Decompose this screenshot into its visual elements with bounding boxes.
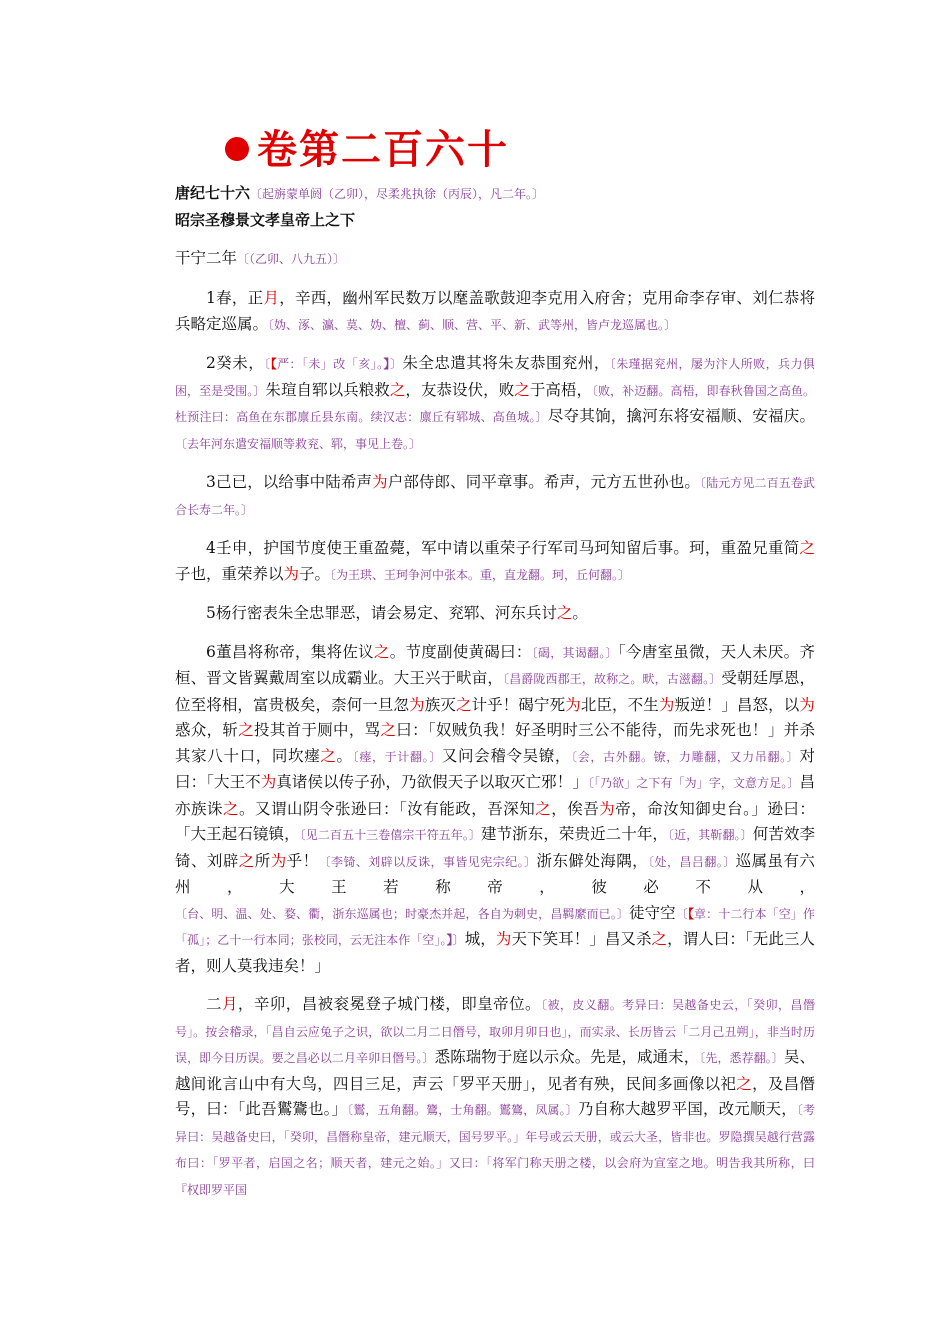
emperor-heading: 昭宗圣穆景文孝皇帝上之下 xyxy=(175,211,356,229)
chapter-title: 卷第二百六十 xyxy=(225,120,815,180)
paragraph-4: 4壬申，护国节度使王重盈薨，军中请以重荣子行军司马珂知留后事。珂，重盈兄重简之子也，重荣养以为子。〔为王珙、王珂争河中张本。重，直龙翻。珂，丘何翻。〕 xyxy=(175,539,815,583)
chronicle-heading: 唐纪七十六〔起旃蒙单阏（乙卯），尽柔兆执徐（丙辰），凡二年。〕 xyxy=(175,184,545,202)
paragraph-7: 二月，辛卯，昌被衮冕登子城门楼，即皇帝位。〔被，皮义翻。考异曰：吴越备史云，「癸卯，昌僭号」。按会稽录，「昌自云应兔子之识，欲以二月二日僭号，取卯月卯日也」，而实录、长历皆云「二月己丑朔」，非当时历误，即今日历误。要之昌必以二月辛卯日僭号。〕悉陈瑞物于庭以示众。先是，咸通末，〔先，悉荐翻。〕吴、越间讹言山中有大鸟，四目三足，声云「罗平天册」，见者有殃，民间多画像以祀之，及昌僭号，曰：「此吾鸑鷟也。」〔鸑，五角翻。鷟，士角翻。鸑鷟，凤属。〕乃自称大越罗平国，改元顺天，〔考异曰：吴越备史曰，「癸卯，昌僭称皇帝，建元顺天，国号罗平。」年号或云天册，或云大圣，皆非也。罗隐撰吴越行营露布曰：「罗平者，启国之名；顺天者，建元之始。」又曰：「将军门称天册之楼，以会府为宣室之地。明告我其所称，曰『权即罗平国 xyxy=(175,995,815,1197)
bullet-dot-icon xyxy=(225,137,249,161)
document-page xyxy=(175,120,815,1203)
paragraph-2: 2癸未，〔【严：「未」改「亥」。】〕朱全忠遣其将朱友恭围兖州，〔朱瑾据兖州，屡为汴人所败，兵力俱困，至是受围。〕朱瑄自郓以兵粮救之，友恭设伏，败之于高梧，〔败，补迈翻。高梧，即春秋鲁国之高鱼。杜预注曰：高鱼在东郡廪丘县东南。续汉志：廪丘有郓城、高鱼城。〕尽夺其饷，擒河东将安福顺、安福庆。〔去年河东遣安福顺等救兖、郓，事见上卷。〕 xyxy=(175,354,815,451)
paragraph-3: 3己已，以给事中陆希声为户部侍郎、同平章事。希声，元方五世孙也。〔陆元方见二百五卷武合长寿二年。〕 xyxy=(175,473,815,517)
paragraph-1: 1春，正月，辛西，幽州军民数万以麾盖歌鼓迎李克用入府舍；克用命李存审、刘仁恭将兵略定巡属。〔妫、涿、瀛、莫、妫、檀、蓟、顺、营、平、新、武等州，皆卢龙巡属也。〕 xyxy=(175,289,815,333)
paragraph-5: 5杨行密表朱全忠罪恶，请会易定、兖郓、河东兵讨之。 xyxy=(206,604,588,622)
year-heading: 干宁二年〔（乙卯、八九五）〕 xyxy=(175,249,346,267)
paragraph-6: 6董昌将称帝，集将佐议之。节度副使黄碣曰：〔碣，其谒翻。〕「今唐室虽微，天人未厌。齐桓、晋文皆翼戴周室以成霸业。大王兴于畎亩，〔昌爵陇西郡王，故称之。畎，古滋翻。〕受朝廷厚恩，位至将相，富贵极矣，柰何一旦忽为族灭之计乎！碣宁死为北臣，不生为叛逆！」昌怒，以为惑众，斩之投其首于厕中，骂之曰：「奴贼负我！好圣明时三公不能待，而先求死也！」并杀其家八十口，同坎瘗之。〔瘗，于计翻。〕又问会稽令吴镣，〔会，古外翻。镣，力雕翻，又力吊翻。〕对曰：「大王不为真诸侯以传子孙，乃欲假天子以取灭亡邪！」〔「乃欲」之下有「为」字，文意方足。〕昌亦族诛之。又谓山阴令张逊曰：「汝有能政，吾深知之，俟吾为帝，命汝知御史台。」逊曰：「大王起石镜镇，〔见二百五十三卷僖宗干符五年。〕建节浙东，荣贵近二十年，〔近，其靳翻。〕何苦效李锜、刘辟之所为乎！〔李锜、刘辟以反诛，事皆见宪宗纪。〕浙东僻处海隅，〔处，昌吕翻。〕巡属虽有六州，大王若称帝，彼必不从，〔台、明、温、处、婺、衢，浙东巡属也；时豪杰并起，各自为刺史，昌羁縻而已。〕徒守空〔【章：十二行本「空」作「孤」；乙十一行本同；张校同，云无注本作「空」。】〕城，为天下笑耳！」昌又杀之，谓人曰：「无此三人者，则人莫我违矣！」 xyxy=(175,642,815,975)
